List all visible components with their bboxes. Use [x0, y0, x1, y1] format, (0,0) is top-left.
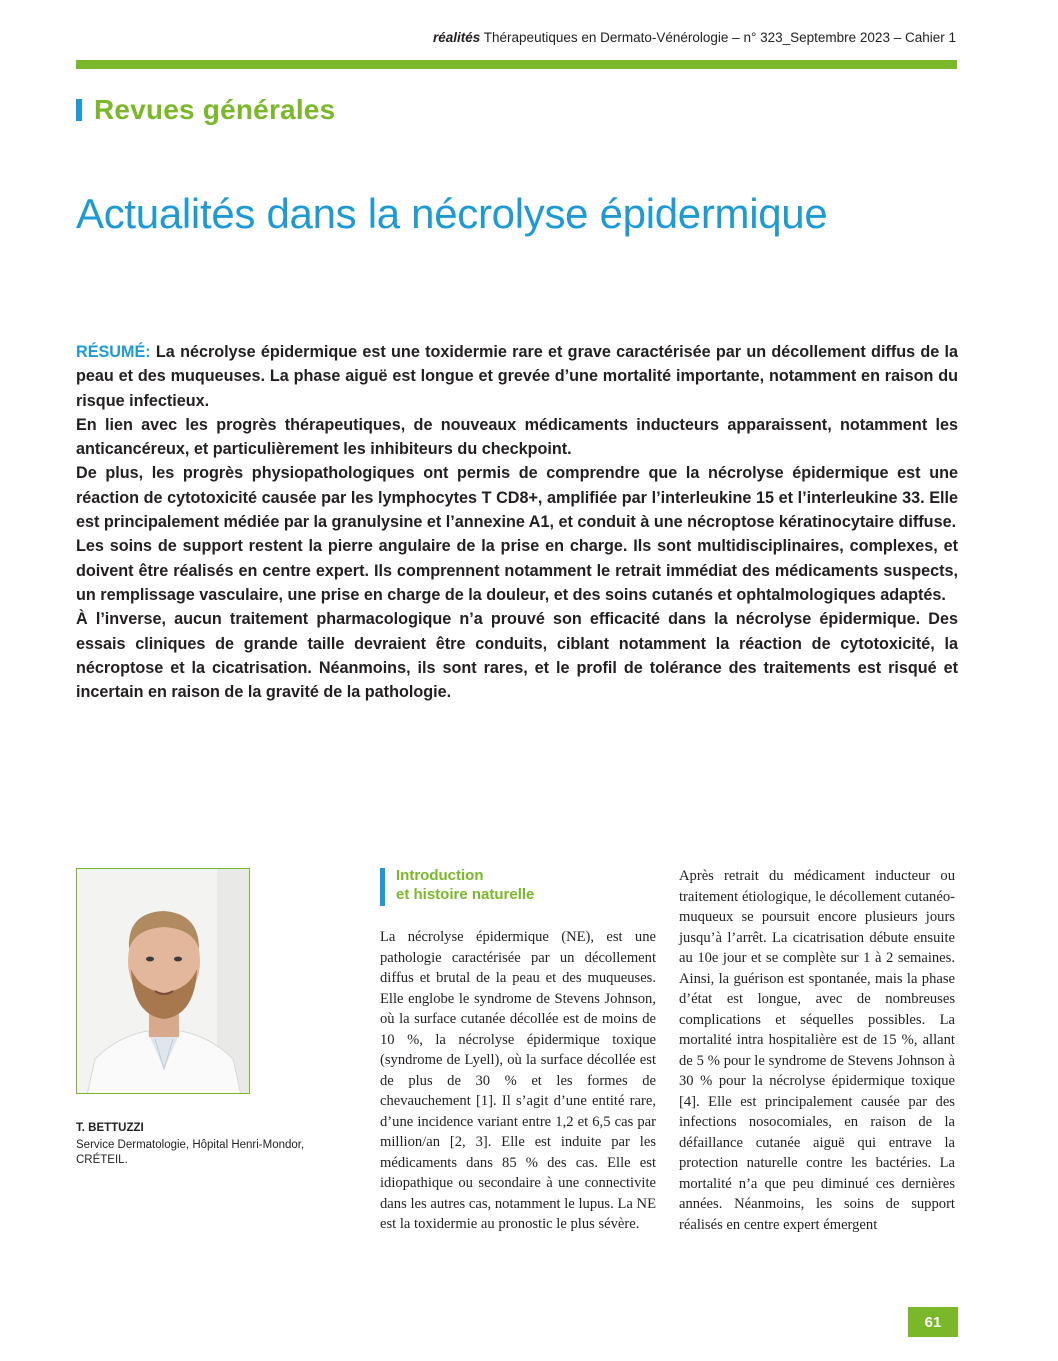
- abstract-paragraph: [76, 340, 958, 413]
- abstract-paragraph: De plus, les progrès physiopathologiques ont permis de comprendre que la nécrolyse épidermique est une réaction de cytotoxicité causée par les lymphocytes T CD8+, amplifiée par l’interleukine 15 et l’interleukine 33. Elle est principalement médiée par la granulysine et l’annexine A1, et conduit à une nécroptose kératinocytaire diffuse.: [76, 464, 958, 532]
- abstract-paragraph: À l’inverse, aucun traitement pharmacologique n’a prouvé son efficacité dans la nécrolyse épidermique. Des essais cliniques de grande taille devraient être conduits, ciblant notamment la réaction de cytotoxicité, la nécroptose et la cicatrisation. Néanmoins, ils sont rares, et le profil de tolérance des traitements est risqué et incertain en raison de la gravité de la pathologie.: [76, 610, 958, 702]
- author-portrait-image: [77, 869, 250, 1094]
- running-header: [76, 30, 956, 45]
- abstract-label: RÉSUMÉ:: [76, 343, 151, 361]
- article-title: Actualités dans la nécrolyse épidermique: [76, 190, 828, 237]
- abstract-text: La nécrolyse épidermique est une toxidermie rare et grave caractérisée par un décollement diffus de la peau et des muqueuses. La phase aiguë est longue et grevée d’une mortalité importante, notamment en raison du risque infectieux.: [76, 343, 959, 410]
- body-column-2: [679, 866, 955, 1235]
- section-marker: [76, 99, 82, 121]
- section-label: Revues générales: [94, 94, 336, 125]
- abstract-paragraph: Les soins de support restent la pierre angulaire de la prise en charge. Ils sont multidisciplinaires, complexes, et doivent être réalisés en centre expert. Ils comprennent notamment le retrait immédiat des médicaments suspects, un remplissage vasculaire, une prise en charge de la douleur, et des soins cutanés et ophtalmologiques adaptés.: [76, 537, 958, 604]
- author-name: T. BETTUZZI: [76, 1122, 144, 1134]
- intro-heading: [380, 866, 534, 906]
- body-paragraph: Après retrait du médicament inducteur ou traitement étiologique, le décollement cutanéo-muqueux se poursuit encore plusieurs jours jusqu’à l’arrêt. La cicatrisation débute ensuite au 10e jour et se complète sur 1 à 2 semaines. Ainsi, la guérison est spontanée, mais la phase d’état est longue, avec de nombreuses complications et séquelles possibles. La mortalité intra hospitalière est de 15 %, allant de 5 % pour le syndrome de Stevens Johnson à 30 % pour la nécrolyse épidermique toxique [4]. Elle est principalement causée par des infections nosocomiales, en raison de la défaillance cutanée aiguë qui entrave la protection naturelle contre les bactéries. La mortalité n’a que peu diminué ces dernières années. Néanmoins, les soins de support réalisés en centre expert émergent: [679, 868, 955, 1233]
- author-affiliation: Service Dermatologie, Hôpital Henri-Mondor, CRÉTEIL.: [76, 1139, 305, 1166]
- abstract: [76, 340, 958, 704]
- abstract-paragraph: En lien avec les progrès thérapeutiques, de nouveaux médicaments inducteurs apparaissent, notamment les anticancéreux, et particulièrement les inhibiteurs du checkpoint.: [76, 415, 958, 459]
- header-rule: [76, 60, 957, 69]
- journal-issue: Thérapeutiques en Dermato-Vénérologie – n° 323_Septembre 2023 – Cahier 1: [483, 30, 956, 45]
- intro-marker: [380, 868, 385, 906]
- journal-brand: réalités: [432, 30, 481, 45]
- author-photo: [76, 868, 250, 1094]
- section-heading: [76, 94, 335, 126]
- intro-title-line1: Introduction: [396, 867, 484, 884]
- body-paragraph: La nécrolyse épidermique (NE), est une pathologie caractérisée par un décollement diffus et brutal de la peau et des muqueuses. Elle englobe le syndrome de Stevens Johnson, où la surface cutanée décollée est de moins de 10 %, la nécrolyse épidermique toxique (syndrome de Lyell), où la surface décollée est de plus de 30 % et les formes de chevauchement [1]. Il s’agit d’une entité rare, d’une incidence variant entre 1,2 et 6,5 cas par million/an [2, 3]. Elle est induite par les médicaments dans 85 % des cas. Elle est idiopathique ou secondaire à une connectivite dans les autres cas, notamment le lupus. La NE est la toxidermie au pronostic le plus sévère.: [380, 929, 656, 1232]
- page-number: 61: [908, 1307, 958, 1337]
- intro-title: [396, 866, 534, 906]
- intro-title-line2: et histoire naturelle: [396, 886, 535, 903]
- body-column-1: [380, 927, 656, 1235]
